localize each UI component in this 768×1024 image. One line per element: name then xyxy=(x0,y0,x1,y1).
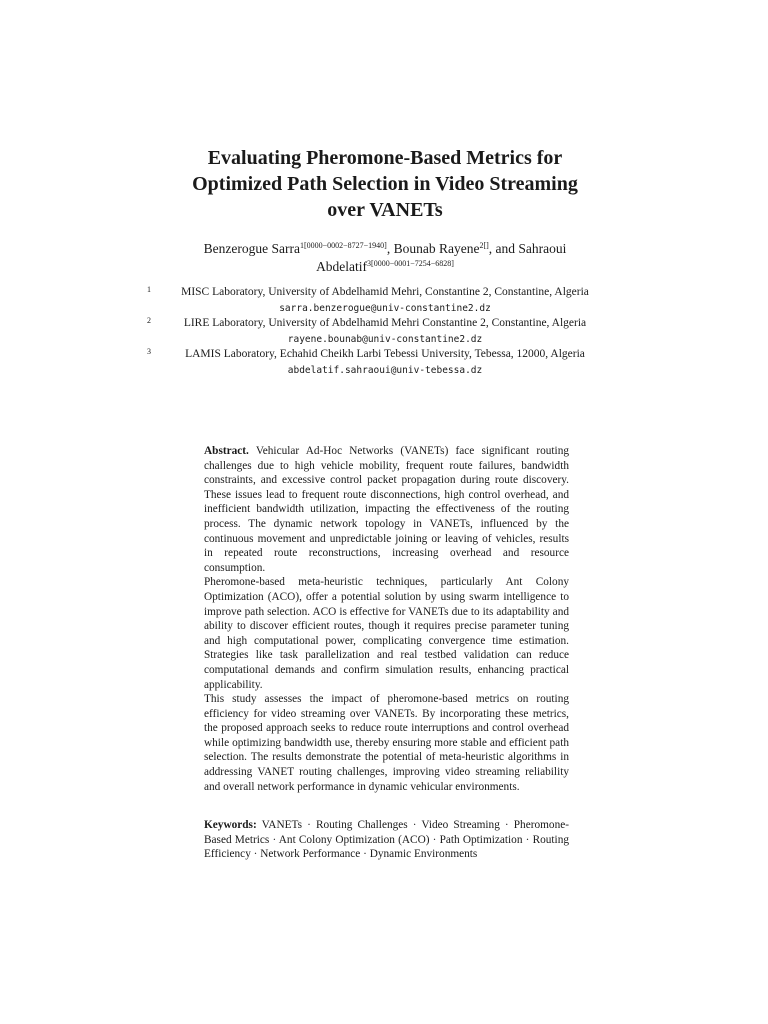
author-2-orcid: 2[] xyxy=(479,241,489,250)
keywords-label: Keywords: xyxy=(204,819,257,831)
affiliations xyxy=(147,285,610,378)
affiliation-email: sarra.benzerogue@univ-constantine2.dz xyxy=(279,302,491,314)
abstract-paragraph-1 xyxy=(204,444,569,575)
affiliation-3 xyxy=(147,347,610,378)
keywords-paragraph xyxy=(204,818,569,862)
affiliation-number: 3 xyxy=(147,347,151,356)
affiliation-number: 1 xyxy=(147,285,151,294)
author-line-2 xyxy=(140,258,630,276)
paper-title xyxy=(150,145,620,223)
author-3-orcid: 3[0000−0001−7254−6828] xyxy=(367,259,454,268)
author-1-name: Benzerogue Sarra xyxy=(203,241,300,256)
abstract-label: Abstract. xyxy=(204,445,249,457)
author-line-1 xyxy=(140,240,630,258)
author-3-name: Abdelatif xyxy=(316,259,368,274)
title-line-1: Evaluating Pheromone-Based Metrics for xyxy=(207,147,563,169)
author-1-orcid: 1[0000−0002−8727−1940] xyxy=(299,241,387,250)
abstract-paragraph-3: This study assesses the impact of pheromone-based metrics on routing efficiency for video streaming over VANETs. By incorporating these metrics, the proposed approach seeks to reduce route interruptions and control overhead while optimizing bandwidth use, thereby ensuring more stable and efficient path selection. The results demonstrate the potential of meta-heuristic algorithms in addressing VANET routing challenges, improving video streaming reliability and overall network performance in dynamic vehicular environments. xyxy=(204,693,569,793)
affiliation-1 xyxy=(147,285,610,316)
author-separator-2: , and Sahraoui xyxy=(488,241,567,256)
abstract-paragraph-2: Pheromone-based meta-heuristic techniques, particularly Ant Colony Optimization (ACO), offer a potential solution by using swarm intelligence to improve path selection. ACO is effective for VANETs due to its adaptability and ability to discover efficient routes, though it requires precise parameter tuning and high computational power, complicating convergence time estimation. Strategies like task parallelization and real testbed validation can reduce computational demands and confirm simulation results, enhancing practical applicability. xyxy=(204,576,569,691)
title-line-2: Optimized Path Selection in Video Streaming xyxy=(192,173,578,195)
affiliation-text: LIRE Laboratory, University of Abdelhamid Mehri Constantine 2, Constantine, Algeria xyxy=(183,317,587,329)
keywords-text: VANETs · Routing Challenges · Video Streaming · Pheromone-Based Metrics · Ant Colony Optimization (ACO) · Path Optimization · Routing Efficiency · Network Performance · Dynamic Environments xyxy=(204,819,569,861)
affiliation-email: rayene.bounab@univ-constantine2.dz xyxy=(287,333,483,345)
affiliation-2 xyxy=(147,316,610,347)
abstract xyxy=(204,444,569,794)
affiliation-email: abdelatif.sahraoui@univ-tebessa.dz xyxy=(287,364,483,376)
affiliation-text: LAMIS Laboratory, Echahid Cheikh Larbi Tebessi University, Tebessa, 12000, Algeria xyxy=(185,348,585,360)
keywords xyxy=(204,818,569,862)
affiliation-text: MISC Laboratory, University of Abdelhamid Mehri, Constantine 2, Constantine, Algeria xyxy=(181,286,589,298)
abstract-text-1: Vehicular Ad-Hoc Networks (VANETs) face significant routing challenges due to high vehicle mobility, frequent route failures, bandwidth constraints, and excessive control packet propagation during route discovery. These issues lead to frequent route disconnections, high control overhead, and inefficient bandwidth utilization, impacting the effectiveness of the routing process. The dynamic network topology in VANETs, influenced by the continuous movement and unpredictable joining or leaving of vehicles, results in repeated route reconstructions, increasing overhead and resource consumption. xyxy=(204,445,569,574)
author-list xyxy=(140,240,630,276)
author-separator-1: , Bounab Rayene xyxy=(386,241,480,256)
title-line-3: over VANETs xyxy=(327,199,443,221)
affiliation-number: 2 xyxy=(147,316,151,325)
